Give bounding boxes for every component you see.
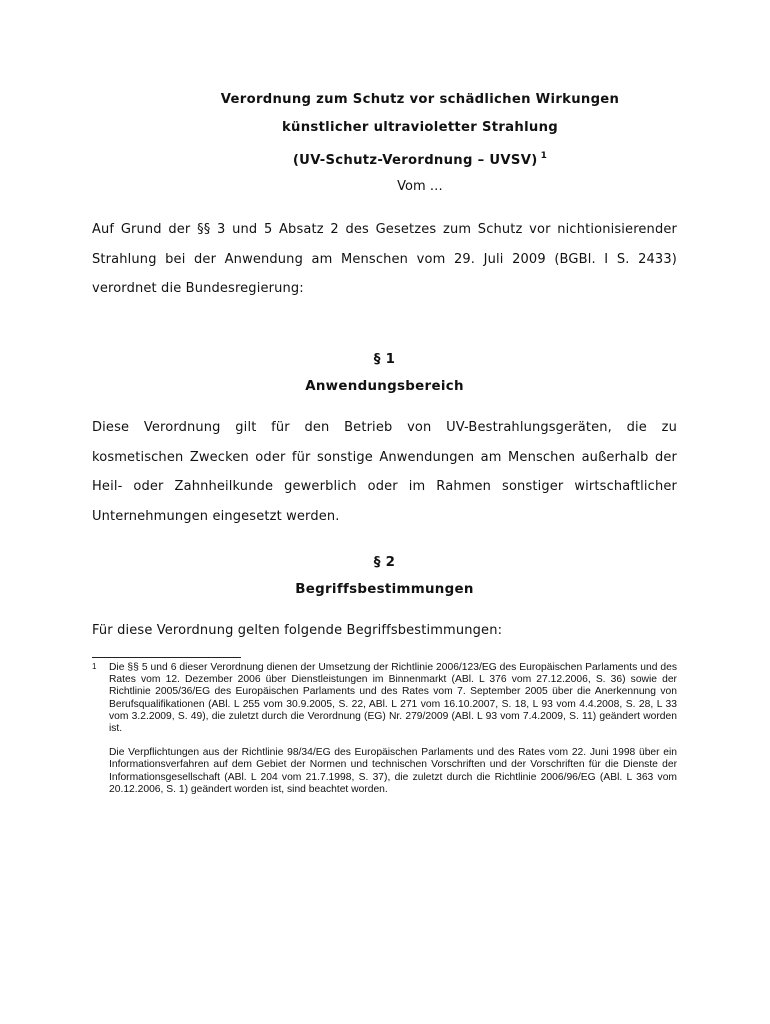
section-2-text: Für diese Verordnung gelten folgende Begriffsbestimmungen: bbox=[92, 623, 503, 638]
title-line-3 bbox=[200, 142, 640, 175]
footnote-separator bbox=[92, 657, 241, 658]
document-title bbox=[200, 86, 640, 199]
section-2-title: Begriffsbestimmungen bbox=[295, 582, 474, 597]
title-line-3-text: (UV-Schutz-Verordnung – UVSV) bbox=[292, 153, 538, 168]
footnote-number: 1 bbox=[92, 662, 97, 671]
section-1-heading bbox=[92, 346, 677, 400]
section-1-title: Anwendungsbereich bbox=[305, 379, 464, 394]
footnote-1 bbox=[92, 662, 677, 796]
title-line-1: Verordnung zum Schutz vor schädlichen Wirkungen bbox=[220, 92, 620, 107]
section-2-heading bbox=[92, 549, 677, 603]
title-footnote-ref[interactable]: 1 bbox=[540, 151, 548, 161]
preamble-paragraph: Auf Grund der §§ 3 und 5 Absatz 2 des Gesetzes zum Schutz vor nichtionisierender Strahlung bei der Anwendung am Menschen vom 29. Juli 2009 (BGBl. I S. 2433) verordnet die Bundesregierung: bbox=[92, 222, 677, 296]
footnote-paragraph-2: Die Verpflichtungen aus der Richtlinie 98/34/EG des Europäischen Parlaments und des Rates vom 22. Juni 1998 über ein Informationsverfahren auf dem Gebiet der Normen und technischen Vorschriften und der Vorschriften für die Dienste der Informationsgesellschaft (ABl. L 204 vom 21.7.1998, S. 37), die zuletzt durch die Richtlinie 2006/96/EG (ABl. L 363 vom 20.12.2006, S. 1) geändert worden ist, sind beachtet worden. bbox=[109, 747, 677, 795]
section-1-text: Diese Verordnung gilt für den Betrieb von UV-Bestrahlungsgeräten, die zu kosmetischen Zwecken oder für sonstige Anwendungen am Menschen außerhalb der Heil- oder Zahnheilkunde gewerblich oder im Rahmen sonstiger wirtschaftlicher Unternehmungen eingesetzt werden. bbox=[92, 420, 677, 524]
title-line-2: künstlicher ultravioletter Strahlung bbox=[281, 120, 559, 135]
section-2-number: § 2 bbox=[373, 555, 396, 570]
footnote-paragraph-1: Die §§ 5 und 6 dieser Verordnung dienen der Umsetzung der Richtlinie 2006/123/EG des Europäischen Parlaments und des Rates vom 12. Dezember 2006 über Dienstleistungen im Binnenmarkt (ABl. L 376 vom 27.12.2006, S. 36) sowie der Richtlinie 2005/36/EG des Europäischen Parlaments und des Rates vom 7. September 2005 über die Anerkennung von Berufsqualifikationen (ABl. L 255 vom 30.9.2005, S. 22, ABl. L 271 vom 16.10.2007, S. 18, L 93 vom 4.4.2008, S. 28, L 33 vom 3.2.2009, S. 49), die zuletzt durch die Verordnung (EG) Nr. 279/2009 (ABl. L 93 vom 7.4.2009, S. 11) geändert worden ist. bbox=[109, 662, 677, 735]
section-1-number: § 1 bbox=[373, 352, 396, 367]
date-line: Vom … bbox=[397, 179, 443, 194]
